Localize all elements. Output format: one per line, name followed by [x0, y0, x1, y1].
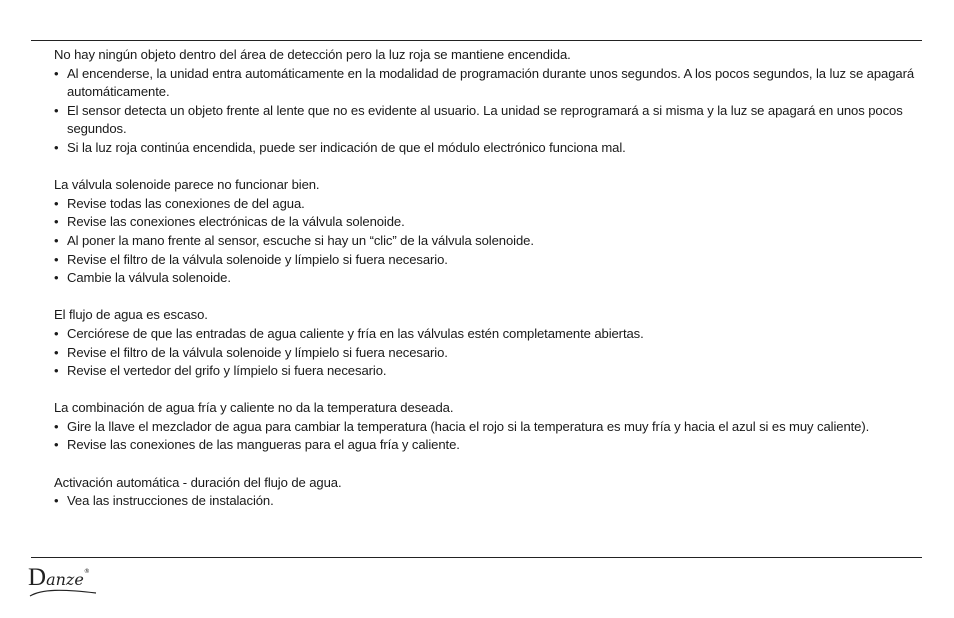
logo-initial: D [28, 564, 47, 591]
bullet-item [54, 362, 934, 381]
bullet-dot: • [54, 102, 59, 118]
bullet-dot: • [54, 493, 59, 509]
top-rule [31, 40, 922, 41]
bullet-item [54, 195, 934, 214]
bullet-item [54, 269, 934, 288]
bullet-text: Gire la llave el mezclador de agua para cambiar la temperatura (hacia el rojo si la temperatura es muy fría y hacia el azul si es muy caliente). [67, 418, 870, 434]
section-red-light [54, 46, 934, 158]
bottom-rule [31, 557, 922, 558]
bullet-item [54, 492, 934, 511]
bullet-text: Revise las conexiones electrónicas de la válvula solenoide. [67, 214, 405, 230]
section-heading: El flujo de agua es escaso. [54, 307, 208, 323]
section-heading: La combinación de agua fría y caliente no da la temperatura deseada. [54, 400, 454, 416]
troubleshooting-content [54, 46, 934, 529]
section-solenoid-valve [54, 176, 934, 288]
bullet-item [54, 344, 934, 363]
bullet-text: Cambie la válvula solenoide. [67, 270, 231, 286]
bullet-text: Cerciórese de que las entradas de agua caliente y fría en las válvulas estén completamente abiertas. [67, 325, 644, 341]
section-heading: La válvula solenoide parece no funcionar bien. [54, 177, 320, 193]
bullet-item [54, 139, 934, 158]
bullet-dot: • [54, 214, 59, 230]
bullet-dot: • [54, 363, 59, 379]
bullet-dot: • [54, 65, 59, 81]
section-temperature [54, 399, 934, 455]
bullet-item [54, 251, 934, 270]
bullet-text: Revise las conexiones de las mangueras para el agua fría y caliente. [67, 437, 460, 453]
bullet-dot: • [54, 232, 59, 248]
logo-text: anze [46, 570, 84, 589]
bullet-dot: • [54, 270, 59, 286]
logo-swash-icon [28, 587, 98, 599]
bullet-text: Revise el vertedor del grifo y límpielo si fuera necesario. [67, 363, 387, 379]
bullet-item [54, 213, 934, 232]
bullet-dot: • [54, 437, 59, 453]
bullet-dot: • [54, 325, 59, 341]
bullet-dot: • [54, 344, 59, 360]
bullet-dot: • [54, 139, 59, 155]
bullet-item [54, 232, 934, 251]
section-heading: Activación automática - duración del flujo de agua. [54, 474, 342, 490]
bullet-item [54, 418, 934, 437]
bullet-text: Al poner la mano frente al sensor, escuche si hay un “clic” de la válvula solenoide. [67, 232, 534, 248]
bullet-text: Al encenderse, la unidad entra automáticamente en la modalidad de programación durante unos segundos. A los pocos segundos, la luz se apagará automáticamente. [67, 65, 915, 100]
bullet-text: Revise el filtro de la válvula solenoide y límpielo si fuera necesario. [67, 344, 448, 360]
bullet-text: Revise el filtro de la válvula solenoide y límpielo si fuera necesario. [67, 251, 448, 267]
bullet-text: Vea las instrucciones de instalación. [67, 493, 274, 509]
bullet-item [54, 102, 934, 139]
section-heading: No hay ningún objeto dentro del área de detección pero la luz roja se mantiene encendida. [54, 47, 571, 62]
bullet-text: Revise todas las conexiones de del agua. [67, 195, 305, 211]
section-low-flow [54, 306, 934, 380]
bullet-dot: • [54, 251, 59, 267]
registered-mark: ® [83, 568, 90, 575]
bullet-item [54, 65, 934, 102]
bullet-item [54, 325, 934, 344]
bullet-dot: • [54, 418, 59, 434]
bullet-text: El sensor detecta un objeto frente al lente que no es evidente al usuario. La unidad se reprogramará a si misma y la luz se apagará en unos pocos segundos. [67, 102, 903, 137]
bullet-item [54, 436, 934, 455]
bullet-text: Si la luz roja continúa encendida, puede ser indicación de que el módulo electrónico funciona mal. [67, 139, 626, 155]
danze-logo [28, 565, 90, 590]
bullet-dot: • [54, 195, 59, 211]
section-auto-activation [54, 474, 934, 511]
